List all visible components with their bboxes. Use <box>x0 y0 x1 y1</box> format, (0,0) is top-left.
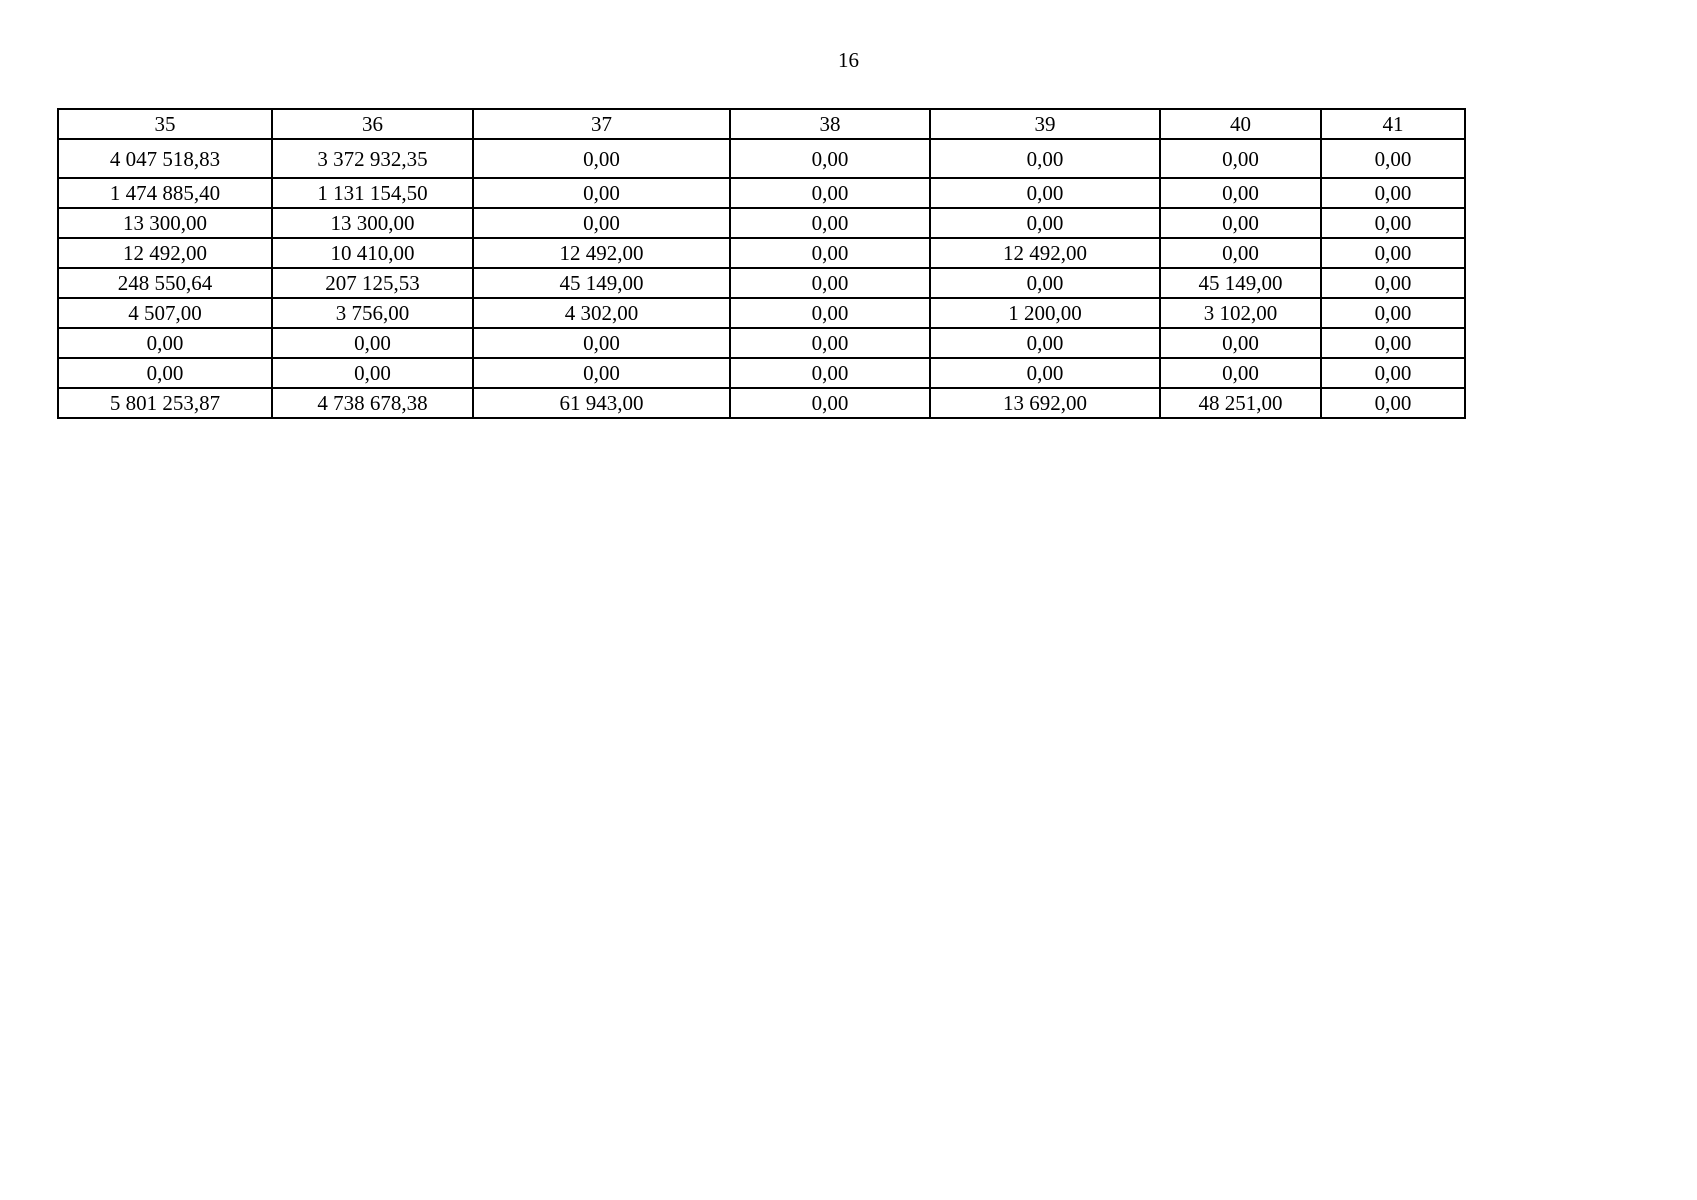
table-body <box>58 109 1465 418</box>
table-cell: 0,00 <box>730 268 930 298</box>
data-table <box>57 108 1466 419</box>
table-cell: 4 507,00 <box>58 298 272 328</box>
table-header-row <box>58 109 1465 139</box>
column-header: 35 <box>58 109 272 139</box>
table-cell: 0,00 <box>1160 178 1321 208</box>
table-cell: 3 756,00 <box>272 298 473 328</box>
table-cell: 0,00 <box>1160 238 1321 268</box>
table-cell: 48 251,00 <box>1160 388 1321 418</box>
table-cell: 0,00 <box>473 328 730 358</box>
table-cell: 0,00 <box>1321 208 1465 238</box>
table-cell: 0,00 <box>930 328 1160 358</box>
table-cell: 0,00 <box>930 358 1160 388</box>
table-cell: 4 047 518,83 <box>58 139 272 178</box>
table-cell: 0,00 <box>1321 388 1465 418</box>
table-cell: 3 102,00 <box>1160 298 1321 328</box>
table-cell: 0,00 <box>1321 238 1465 268</box>
table-cell: 0,00 <box>730 388 930 418</box>
table-cell: 45 149,00 <box>1160 268 1321 298</box>
table-cell: 0,00 <box>930 208 1160 238</box>
column-header: 40 <box>1160 109 1321 139</box>
page-number: 16 <box>838 48 859 72</box>
table-cell: 4 302,00 <box>473 298 730 328</box>
table-row <box>58 268 1465 298</box>
table-cell: 1 131 154,50 <box>272 178 473 208</box>
table-cell: 0,00 <box>1321 358 1465 388</box>
table-cell: 5 801 253,87 <box>58 388 272 418</box>
table-cell: 12 492,00 <box>473 238 730 268</box>
table-cell: 12 492,00 <box>58 238 272 268</box>
table-cell: 0,00 <box>730 208 930 238</box>
table-cell: 0,00 <box>730 178 930 208</box>
table-cell: 13 300,00 <box>58 208 272 238</box>
table-row <box>58 238 1465 268</box>
table-cell: 0,00 <box>1160 358 1321 388</box>
table-cell: 248 550,64 <box>58 268 272 298</box>
column-header: 37 <box>473 109 730 139</box>
table-cell: 0,00 <box>930 178 1160 208</box>
table-cell: 10 410,00 <box>272 238 473 268</box>
table-cell: 0,00 <box>272 328 473 358</box>
table-cell: 0,00 <box>473 358 730 388</box>
table-cell: 0,00 <box>1160 208 1321 238</box>
table-row <box>58 139 1465 178</box>
table-cell: 45 149,00 <box>473 268 730 298</box>
table-cell: 1 200,00 <box>930 298 1160 328</box>
table-cell: 0,00 <box>58 328 272 358</box>
table-row <box>58 208 1465 238</box>
table-total-row <box>58 388 1465 418</box>
table-cell: 207 125,53 <box>272 268 473 298</box>
table-cell: 1 474 885,40 <box>58 178 272 208</box>
table-cell: 12 492,00 <box>930 238 1160 268</box>
table-cell: 0,00 <box>930 139 1160 178</box>
table-cell: 0,00 <box>58 358 272 388</box>
table-cell: 0,00 <box>272 358 473 388</box>
table-cell: 0,00 <box>1321 178 1465 208</box>
table-cell: 0,00 <box>930 268 1160 298</box>
table-cell: 0,00 <box>730 238 930 268</box>
table-cell: 0,00 <box>1321 268 1465 298</box>
column-header: 36 <box>272 109 473 139</box>
table-cell: 0,00 <box>730 358 930 388</box>
table-cell: 4 738 678,38 <box>272 388 473 418</box>
table-cell: 13 300,00 <box>272 208 473 238</box>
table-cell: 0,00 <box>473 139 730 178</box>
table-cell: 13 692,00 <box>930 388 1160 418</box>
column-header: 38 <box>730 109 930 139</box>
table-cell: 61 943,00 <box>473 388 730 418</box>
table-cell: 0,00 <box>473 178 730 208</box>
table-cell: 0,00 <box>730 298 930 328</box>
table-cell: 0,00 <box>1321 298 1465 328</box>
table-cell: 0,00 <box>730 139 930 178</box>
table-cell: 3 372 932,35 <box>272 139 473 178</box>
column-header: 41 <box>1321 109 1465 139</box>
table-row <box>58 358 1465 388</box>
table-row <box>58 178 1465 208</box>
column-header: 39 <box>930 109 1160 139</box>
table-cell: 0,00 <box>473 208 730 238</box>
table-cell: 0,00 <box>1160 328 1321 358</box>
table-row <box>58 328 1465 358</box>
table-cell: 0,00 <box>730 328 930 358</box>
table-cell: 0,00 <box>1321 328 1465 358</box>
table-cell: 0,00 <box>1321 139 1465 178</box>
table-cell: 0,00 <box>1160 139 1321 178</box>
table-row <box>58 298 1465 328</box>
